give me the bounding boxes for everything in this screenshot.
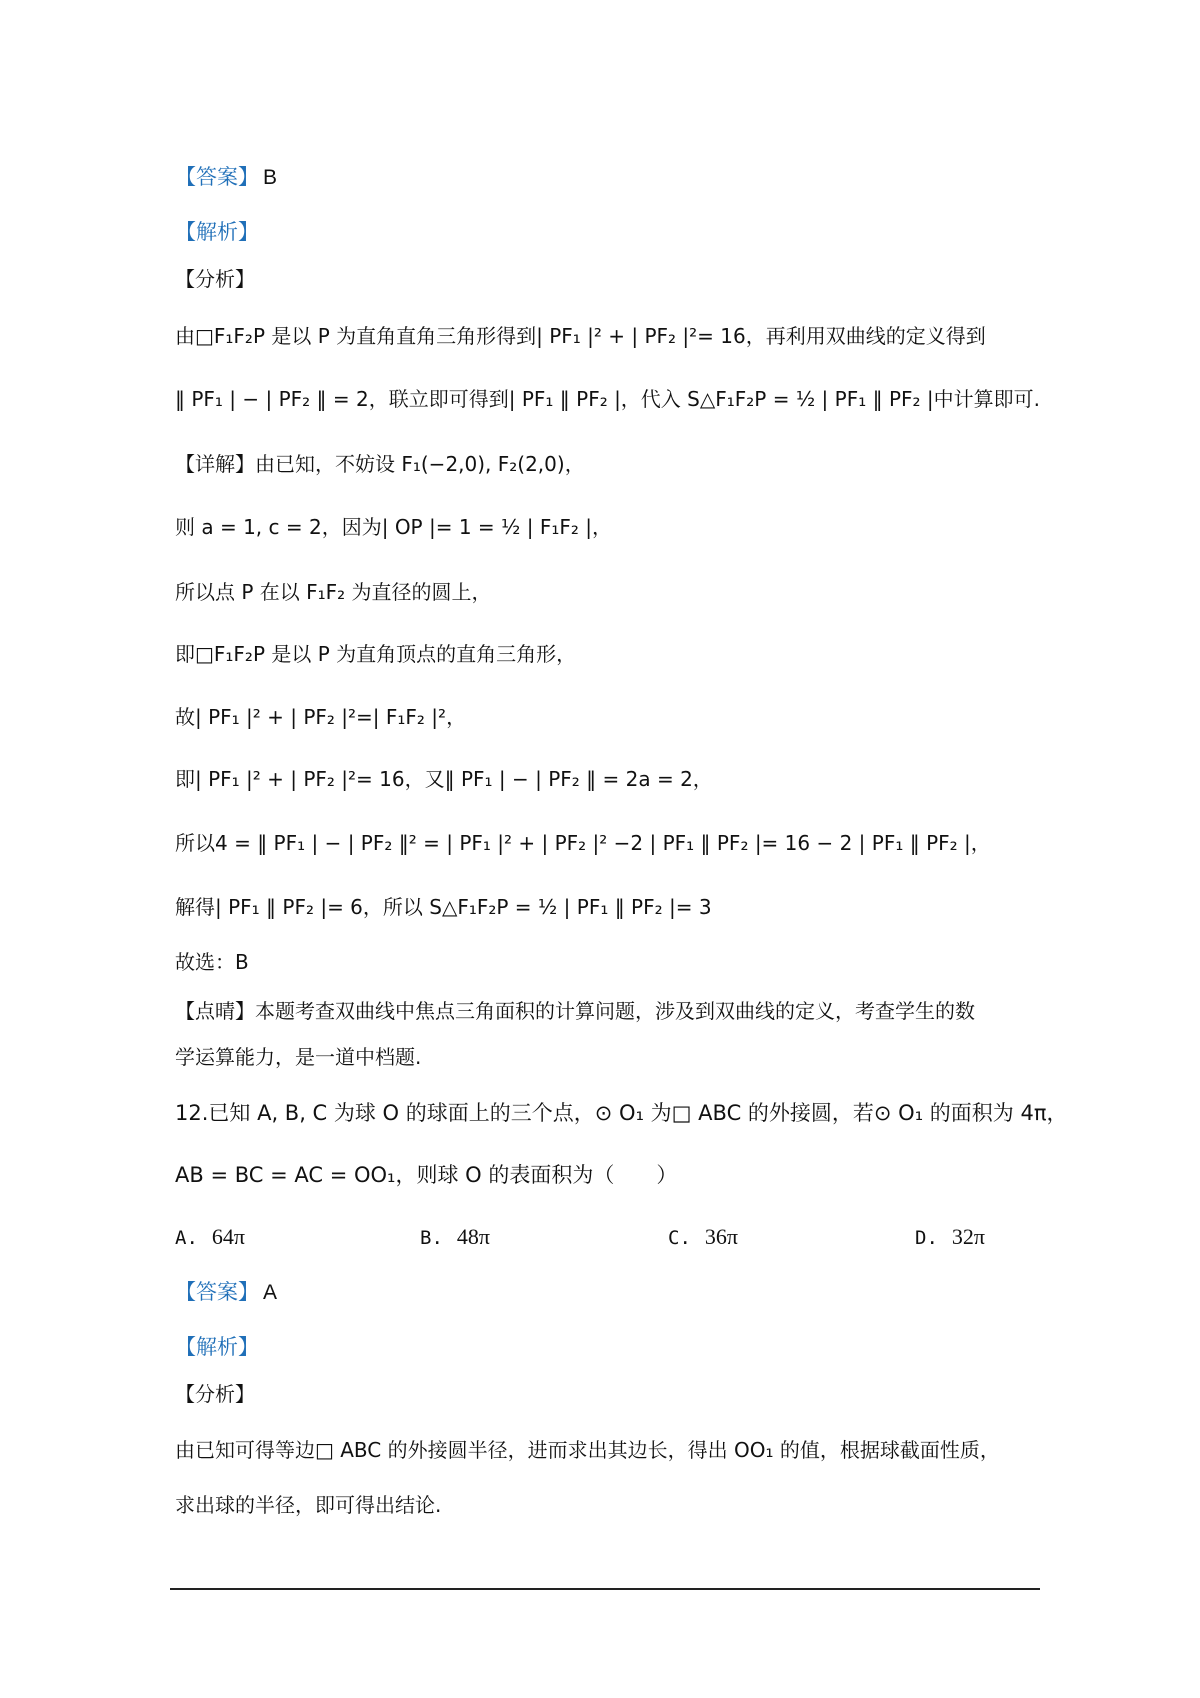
option-b-label: B. [420, 1227, 443, 1249]
comment-line-2: 学运算能力，是一道中档题. [175, 1045, 422, 1069]
detail-line-5: 故| PF₁ |² + | PF₂ |²=| F₁F₂ |²， [175, 705, 467, 729]
detail-line-6: 即| PF₁ |² + | PF₂ |²= 16，又‖ PF₁ | − | PF₂ ‖ = 2a = 2， [175, 767, 713, 791]
fenxi-line-1: 由□F₁F₂P 是以 P 为直角直角三角形得到| PF₁ |² + | PF₂ |²= 16，再利用双曲线的定义得到 [175, 324, 986, 348]
answer-tag: 【答案】 [175, 1280, 259, 1304]
option-b [420, 1224, 490, 1250]
detail-line-4: 即□F₁F₂P 是以 P 为直角顶点的直角三角形， [175, 642, 577, 666]
fenxi-tag: 【分析】 [175, 1382, 255, 1406]
detail-line-3: 所以点 P 在以 F₁F₂ 为直径的圆上， [175, 580, 492, 604]
answer-row-q11 [175, 163, 277, 192]
fenxi-tag: 【分析】 [175, 267, 255, 291]
detail-line-1: 【详解】由已知，不妨设 F₁(−2,0), F₂(2,0)， [175, 452, 585, 476]
fenxi-line-2: ‖ PF₁ | − | PF₂ ‖ = 2，联立即可得到| PF₁ ‖ PF₂ |，代入 S△F₁F₂P = ½ | PF₁ ‖ PF₂ |中计算即可. [175, 387, 1040, 411]
option-c [668, 1224, 738, 1250]
detail-line-8: 解得| PF₁ ‖ PF₂ |= 6，所以 S△F₁F₂P = ½ | PF₁ ‖ PF₂ |= 3 [175, 895, 712, 919]
q12-fenxi-line-2: 求出球的半径，即可得出结论. [175, 1493, 442, 1517]
option-a [175, 1224, 245, 1250]
option-c-value: 36π [704, 1224, 738, 1249]
option-b-value: 48π [456, 1224, 490, 1249]
choose-line: 故选：B [175, 950, 249, 974]
analysis-tag: 【解析】 [175, 1335, 259, 1359]
option-d-value: 32π [951, 1224, 985, 1249]
answer-value: B [263, 166, 278, 189]
answer-row-q12 [175, 1278, 277, 1307]
option-a-value: 64π [211, 1224, 245, 1249]
option-d [915, 1224, 985, 1250]
q12-stem-line-2: AB = BC = AC = OO₁，则球 O 的表面积为（ ） [175, 1163, 678, 1187]
detail-line-7: 所以4 = ‖ PF₁ | − | PF₂ ‖² = | PF₁ |² + | PF₂ |² −2 | PF₁ ‖ PF₂ |= 16 − 2 | PF₁ ‖ PF₂ |， [175, 831, 991, 855]
detail-line-2: 则 a = 1, c = 2，因为| OP |= 1 = ½ | F₁F₂ |， [175, 515, 613, 539]
option-a-label: A. [175, 1227, 198, 1249]
q12-stem-line-1: 12.已知 A, B, C 为球 O 的球面上的三个点，⊙ O₁ 为□ ABC 的外接圆，若⊙ O₁ 的面积为 4π， [175, 1101, 1068, 1125]
q12-fenxi-line-1: 由已知可得等边□ ABC 的外接圆半径，进而求出其边长，得出 OO₁ 的值，根据球截面性质， [175, 1438, 1000, 1462]
option-c-label: C. [668, 1227, 691, 1249]
answer-value: A [263, 1281, 278, 1304]
answer-tag: 【答案】 [175, 165, 259, 189]
comment-line-1: 【点晴】本题考查双曲线中焦点三角面积的计算问题，涉及到双曲线的定义，考查学生的数 [175, 999, 975, 1023]
footer-divider [170, 1588, 1040, 1590]
analysis-tag: 【解析】 [175, 220, 259, 244]
option-d-label: D. [915, 1227, 938, 1249]
